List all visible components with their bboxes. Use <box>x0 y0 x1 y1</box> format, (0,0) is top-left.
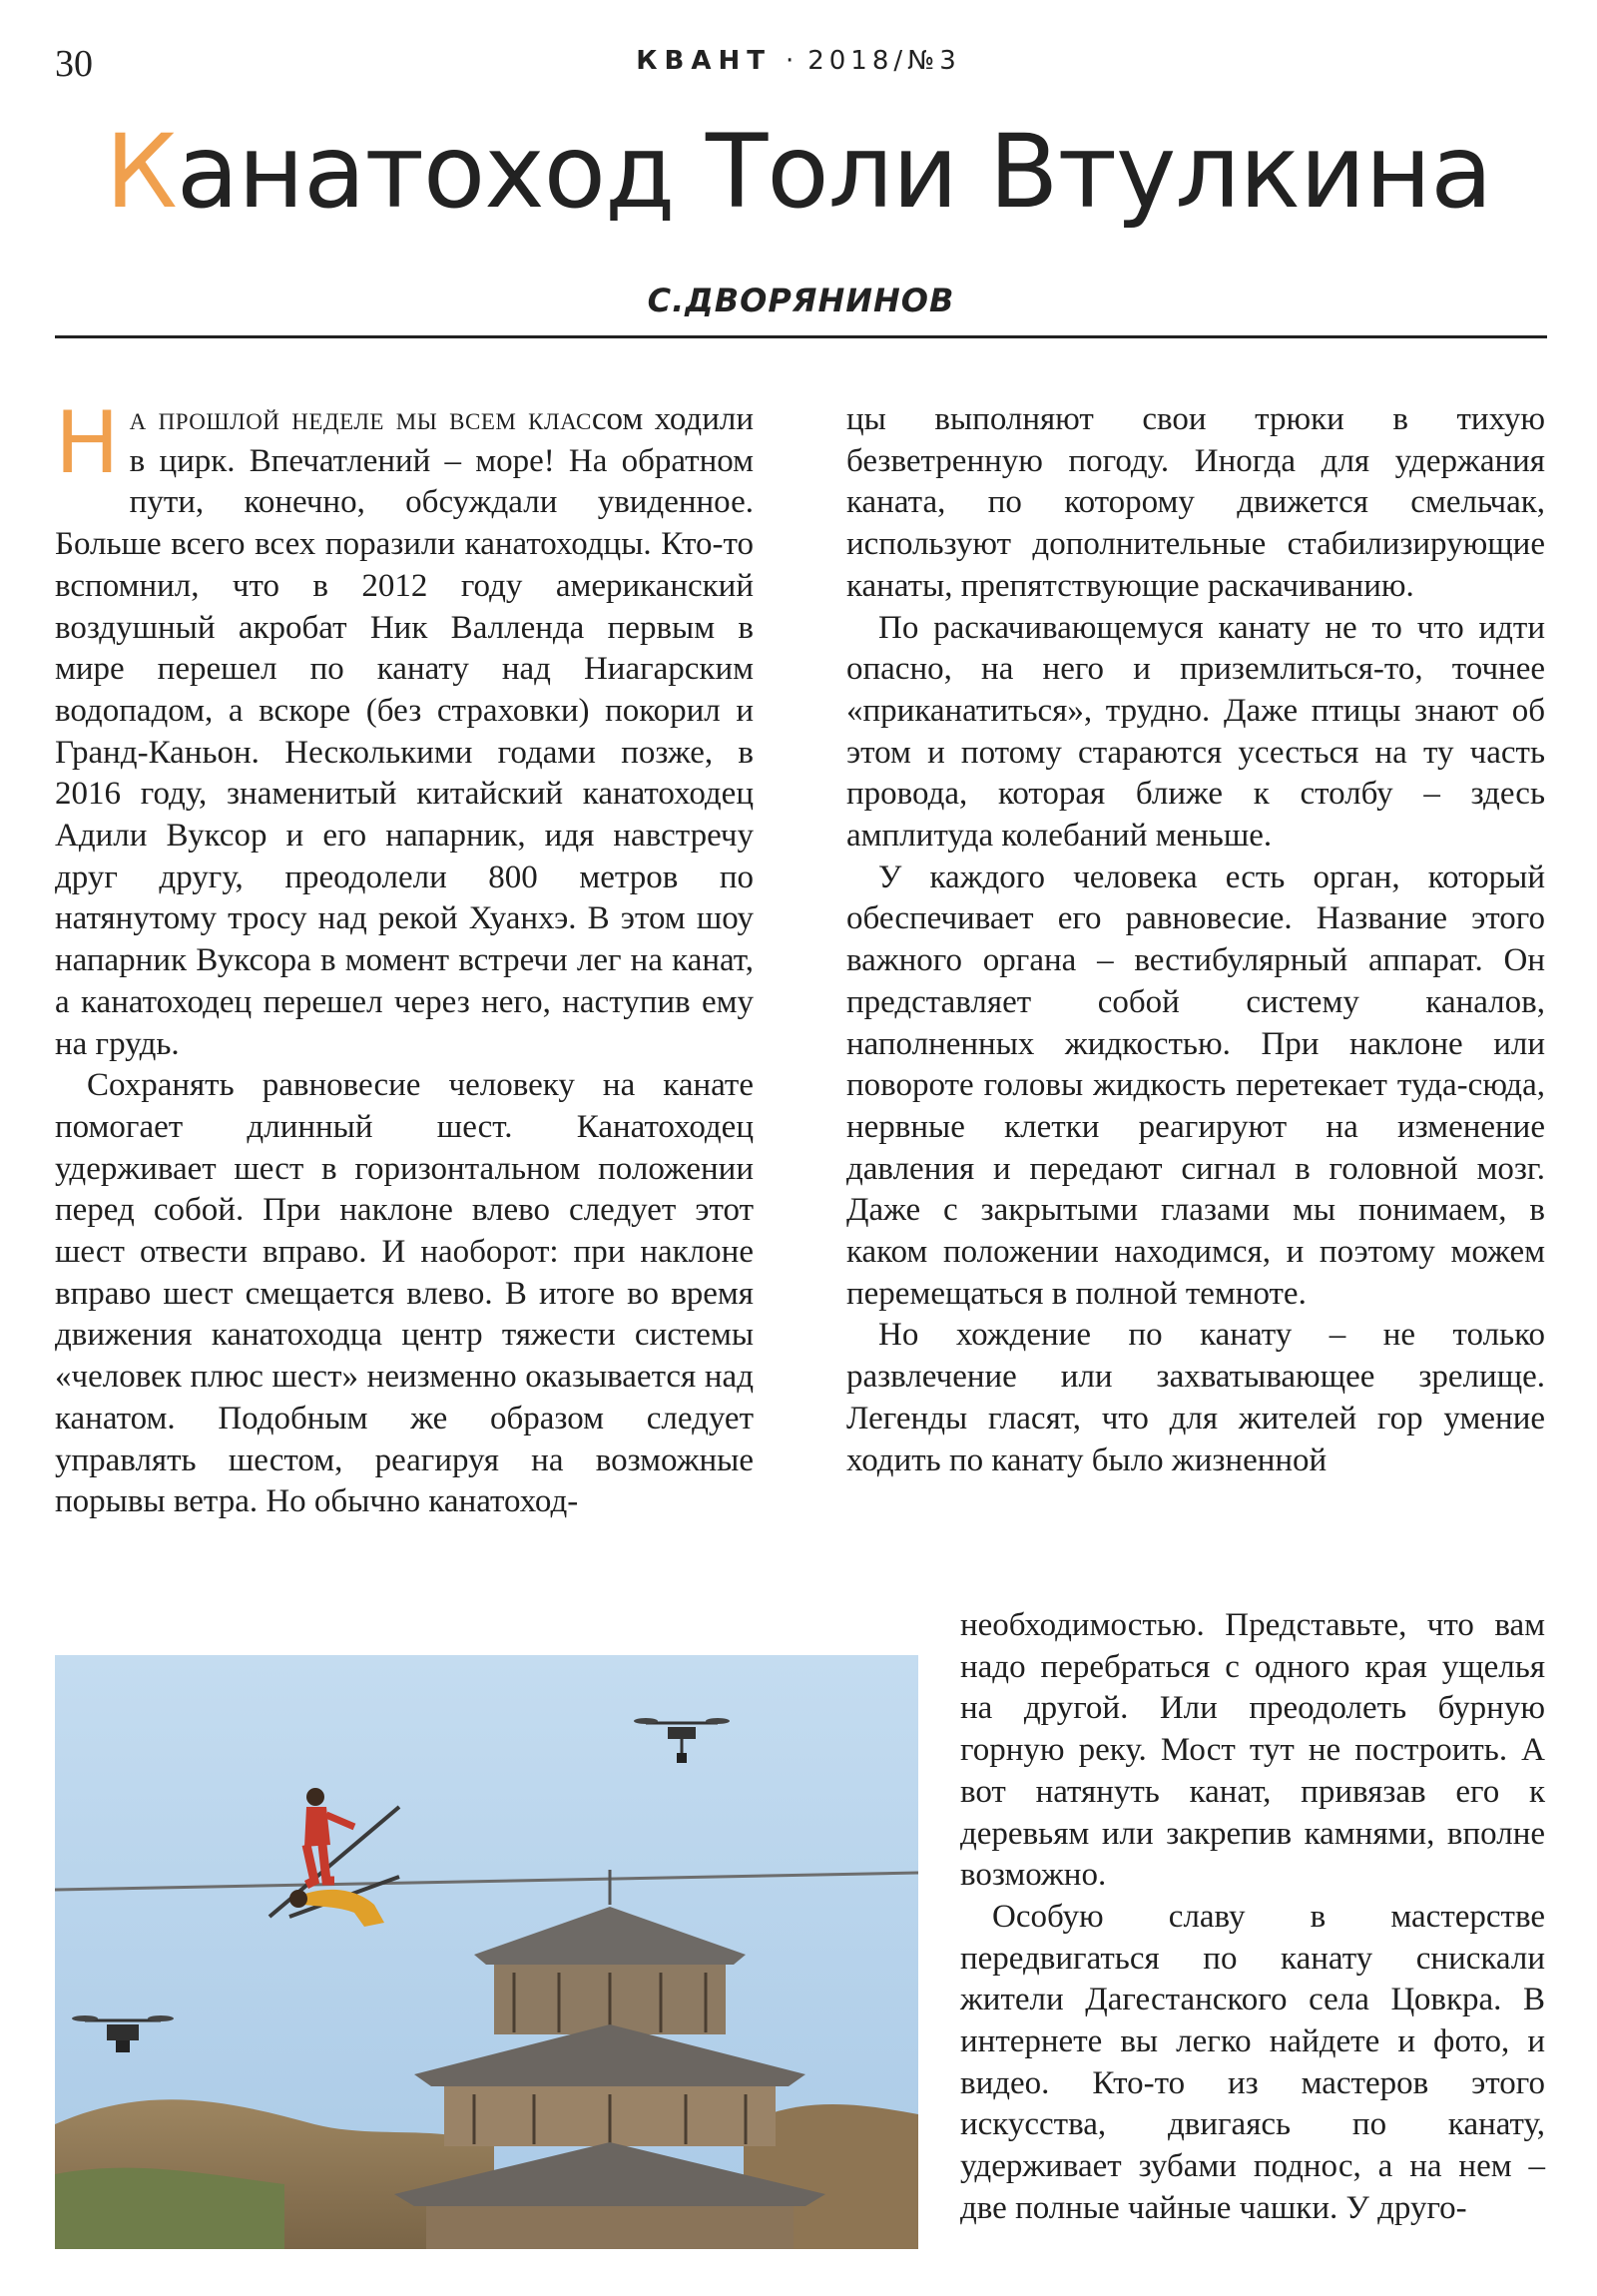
header-separator: · <box>785 46 795 76</box>
shrubs <box>55 2168 284 2249</box>
paragraph: сом ходили в цирк. Впечатлений – море! На обратном пути, конечно, обсуждали увиденное. Больше всего всех поразили канатоходцы. Кто-то вспомнил, что в 2012 году американский воздушный акробат Ник Валленда первым в мире перешел по канату над Ниагарским водопадом, а вскоре (без страховки) покорил и Гранд-Каньон. Несколькими годами позже, в 2016 году, знаменитый китайский канатоходец Адили Вуксор и его напарник, идя навстречу друг другу, преодолели 800 метров по натянутому тросу над рекой Хуанхэ. В этом шоу напарник Вуксора в момент встречи лег на канат, а канатоходец перешел через него, наступив ему на грудь. <box>55 401 754 1062</box>
title-rest: анатоход Толи Втулкина <box>176 113 1492 232</box>
tightrope-photo <box>55 1655 918 2249</box>
paragraph: По раскачивающемуся канату не то что идти опасно, на него и приземлиться-то, точнее «приканатиться», трудно. Даже птицы знают об этом и потому стараются усесться на ту часть провода, которая ближе к столбу – здесь амплитуда колебаний меньше. <box>846 609 1545 855</box>
text-column-right <box>846 399 1545 1481</box>
drop-cap: Н <box>55 393 120 493</box>
paragraph: Сохранять равновесие человеку на канате помогает длинный шест. Канатоходец удерживает шест в горизонтальном положении перед собой. При наклоне влево следует этот шест отвести вправо. И наоборот: при наклоне вправо шест смещается влево. В итоге во время движения канатоходца центр тяжести системы «человек плюс шест» неизменно оказывается над канатом. Подобным же образом следует управлять шестом, реагируя на возможные порывы ветра. Но обычно канатоход- <box>55 1067 754 1520</box>
lead-small-caps: а прошлой неделе мы всем клас <box>129 401 592 437</box>
paragraph: необходимостью. Представьте, что вам надо перебраться с одного края ущелья на другой. Или преодолеть бурную горную реку. Мост тут не построить. А вот натянуть канат, привязав его к деревьям или закрепив камнями, вполне возможно. <box>960 1607 1545 1894</box>
paragraph: цы выполняют свои трюки в тихую безветренную погоду. Иногда для удержания каната, по которому движется смельчак, используют дополнительные стабилизирующие канаты, препятствующие раскачиванию. <box>846 401 1545 604</box>
paragraph: У каждого человека есть орган, который обеспечивает его равновесие. Название этого важного органа – вестибулярный аппарат. Он представляет собой систему каналов, наполненных жидкостью. При наклоне или повороте головы жидкость перетекает туда-сюда, нервные клетки реагируют на изменение давления и передают сигнал в головной мозг. Даже с закрытыми глазами мы понимаем, в каком положении находимся, и поэтому можем перемещаться в полной темноте. <box>846 859 1545 1312</box>
paragraph: Но хождение по канату – не только развлечение или захватывающее зрелище. Легенды гласят, что для жителей гор умение ходить по канату было жизненной <box>846 1317 1545 1478</box>
text-column-right-lower <box>960 1605 1545 2230</box>
article-title <box>0 108 1597 238</box>
tightrope-illustration <box>55 1655 918 2249</box>
lead-paragraph <box>55 393 754 1065</box>
magazine-name: КВАНТ <box>636 46 772 76</box>
issue-number: 2018/№3 <box>807 46 961 76</box>
running-header <box>0 46 1597 76</box>
title-rule <box>55 335 1547 338</box>
paragraph: Особую славу в мастерстве передвигаться по канату снискали жители Дагестанского села Цовкра. В интернете вы легко найдете и фото, и видео. Кто-то из мастеров этого искусства, двигаясь по канату, удерживает зубами поднос, а на нем – две полные чайные чашки. У друго- <box>960 1898 1545 2226</box>
title-initial: К <box>105 113 177 232</box>
article-author: С.ДВОРЯНИНОВ <box>647 282 955 319</box>
page-number: 30 <box>55 43 93 85</box>
text-column-left <box>55 393 754 1523</box>
